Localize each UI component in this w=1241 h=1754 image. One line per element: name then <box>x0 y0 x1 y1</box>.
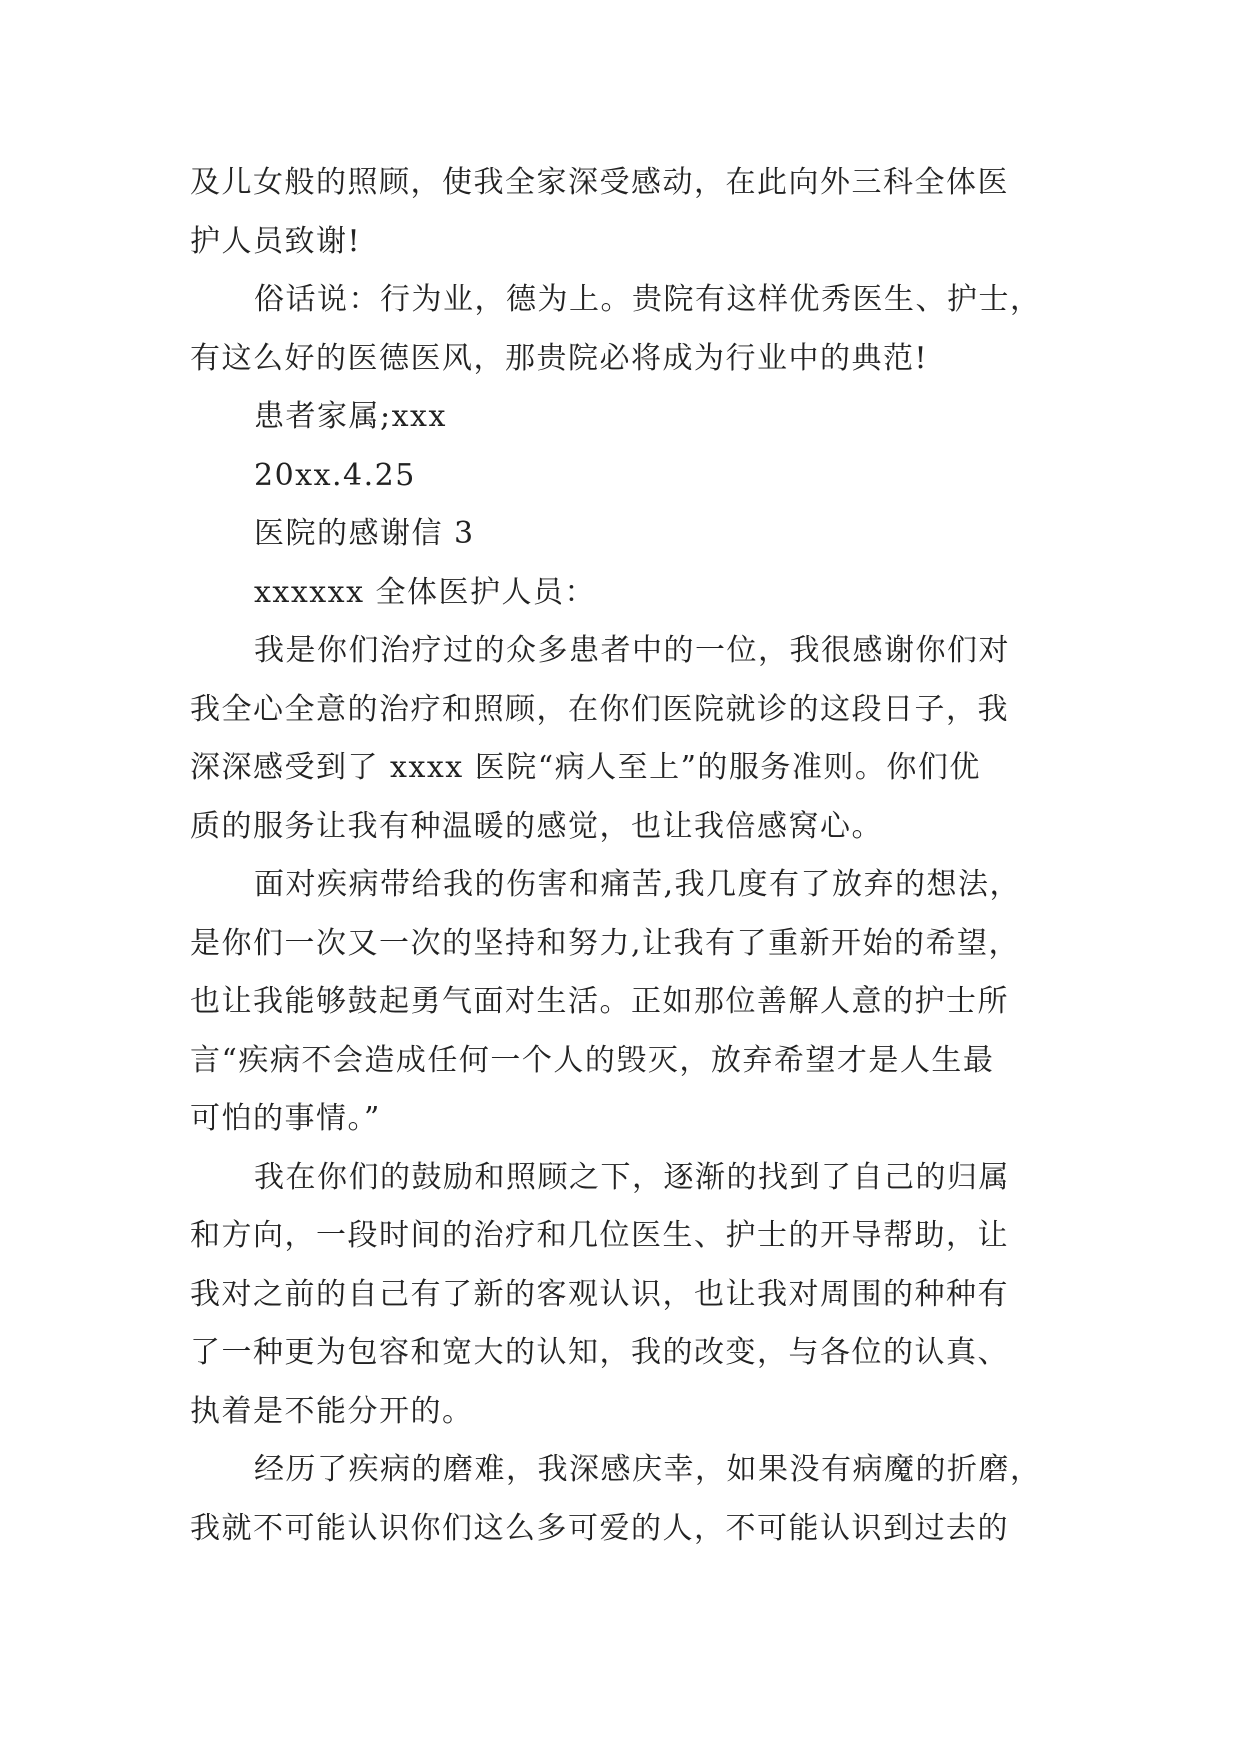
text-line: 我是你们治疗过的众多患者中的一位，我很感谢你们对 <box>254 633 1010 668</box>
text-line: 是你们一次又一次的坚持和努力,让我有了重新开始的希望， <box>190 925 1021 961</box>
text-line: 我在你们的鼓励和照顾之下，逐渐的找到了自己的归属 <box>254 1159 1010 1195</box>
text-line: 我对之前的自己有了新的客观认识，也让我对周围的种种有 <box>190 1276 1009 1312</box>
text-line: 我全心全意的治疗和照顾，在你们医院就诊的这段日子，我 <box>190 691 1009 727</box>
text-line: 我就不可能认识你们这么多可爱的人，不可能认识到过去的 <box>190 1510 1009 1546</box>
text-line: 言“疾病不会造成任何一个人的毁灭，放弃希望才是人生最 <box>190 1042 995 1078</box>
letter-body <box>190 163 1070 1567</box>
text-line: 和方向，一段时间的治疗和几位医生、护士的开导帮助，让 <box>190 1218 1009 1253</box>
text-line: 俗话说：行为业，德为上。贵院有这样优秀医生、护士， <box>254 282 1042 317</box>
text-line: 经历了疾病的磨难，我深感庆幸，如果没有病魔的折磨， <box>254 1452 1042 1487</box>
text-line: 面对疾病带给我的伤害和痛苦,我几度有了放弃的想法， <box>254 867 1022 902</box>
text-line: 深深感受到了 xxxx 医院“病人至上”的服务准则。你们优 <box>190 750 981 785</box>
text-line: 质的服务让我有种温暖的感觉，也让我倍感窝心。 <box>190 808 883 844</box>
text-line: 医院的感谢信 3 <box>254 516 475 551</box>
text-line: 执着是不能分开的。 <box>190 1393 474 1429</box>
text-line: 患者家属;xxx <box>254 399 447 434</box>
text-line: 20xx.4.25 <box>254 457 416 493</box>
text-line: 有这么好的医德医风，那贵院必将成为行业中的典范! <box>190 340 929 376</box>
text-line: 及儿女般的照顾，使我全家深受感动，在此向外三科全体医 <box>190 165 1009 200</box>
text-line: xxxxxx 全体医护人员： <box>254 574 597 610</box>
text-line: 了一种更为包容和宽大的认知，我的改变，与各位的认真、 <box>190 1335 1009 1370</box>
text-line: 护人员致谢! <box>190 223 362 259</box>
text-line: 也让我能够鼓起勇气面对生活。正如那位善解人意的护士所 <box>190 984 1009 1019</box>
text-line: 可怕的事情。” <box>190 1101 381 1136</box>
